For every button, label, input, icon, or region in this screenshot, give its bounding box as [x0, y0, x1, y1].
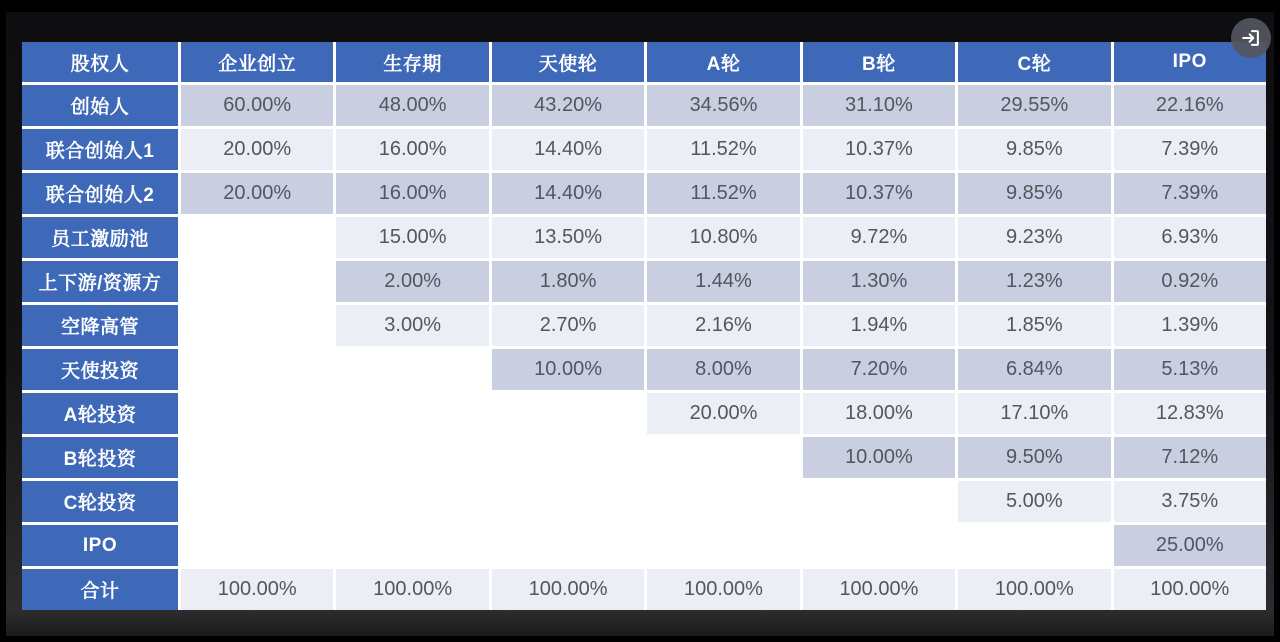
table-cell: 25.00%: [1114, 525, 1266, 566]
row-label: A轮投资: [22, 393, 178, 434]
row-label: 合计: [22, 569, 178, 610]
table-cell: 9.23%: [958, 217, 1110, 258]
column-header: B轮: [803, 42, 955, 82]
table-cell: 5.13%: [1114, 349, 1266, 390]
table-cell-empty: [803, 481, 955, 522]
table-cell: 7.12%: [1114, 437, 1266, 478]
table-cell: 100.00%: [958, 569, 1110, 610]
row-label: 天使投资: [22, 349, 178, 390]
row-label: 上下游/资源方: [22, 261, 178, 302]
table-cell: 16.00%: [336, 129, 488, 170]
column-header: 生存期: [336, 42, 488, 82]
table-cell: 1.30%: [803, 261, 955, 302]
column-header: 企业创立: [181, 42, 333, 82]
table-cell: 11.52%: [647, 173, 799, 214]
table-cell: 10.80%: [647, 217, 799, 258]
table-cell-empty: [336, 393, 488, 434]
row-label: C轮投资: [22, 481, 178, 522]
table-cell-empty: [803, 525, 955, 566]
table-cell: 31.10%: [803, 85, 955, 126]
table-cell: 5.00%: [958, 481, 1110, 522]
column-header: IPO: [1114, 42, 1266, 82]
table-cell: 6.84%: [958, 349, 1110, 390]
table-cell-empty: [181, 349, 333, 390]
table-cell-empty: [181, 525, 333, 566]
table-cell: 7.39%: [1114, 129, 1266, 170]
table-cell: 14.40%: [492, 173, 644, 214]
table-cell: 2.00%: [336, 261, 488, 302]
table-cell: 1.85%: [958, 305, 1110, 346]
table-cell: 7.20%: [803, 349, 955, 390]
row-label: 联合创始人2: [22, 173, 178, 214]
table-cell: 100.00%: [492, 569, 644, 610]
table-cell: 22.16%: [1114, 85, 1266, 126]
table-cell: 34.56%: [647, 85, 799, 126]
table-cell: 20.00%: [647, 393, 799, 434]
table-cell: 10.00%: [803, 437, 955, 478]
table-cell: 13.50%: [492, 217, 644, 258]
table-cell-empty: [647, 481, 799, 522]
table-cell: 48.00%: [336, 85, 488, 126]
column-header: 天使轮: [492, 42, 644, 82]
table-cell: 1.44%: [647, 261, 799, 302]
table-cell: 1.23%: [958, 261, 1110, 302]
table-cell: 18.00%: [803, 393, 955, 434]
table-cell: 14.40%: [492, 129, 644, 170]
table-cell-empty: [181, 261, 333, 302]
table-cell: 20.00%: [181, 129, 333, 170]
table-cell: 100.00%: [1114, 569, 1266, 610]
equity-dilution-table: [22, 42, 1266, 610]
table-cell-empty: [336, 437, 488, 478]
table-cell: 3.75%: [1114, 481, 1266, 522]
table-cell-empty: [181, 217, 333, 258]
table-cell: 8.00%: [647, 349, 799, 390]
table-cell: 9.85%: [958, 173, 1110, 214]
row-label: IPO: [22, 525, 178, 566]
table-cell-empty: [492, 437, 644, 478]
table-cell-empty: [336, 481, 488, 522]
row-label: 员工激励池: [22, 217, 178, 258]
table-cell: 3.00%: [336, 305, 488, 346]
table-cell: 43.20%: [492, 85, 644, 126]
table-cell: 6.93%: [1114, 217, 1266, 258]
table-cell: 1.94%: [803, 305, 955, 346]
table-cell-empty: [958, 525, 1110, 566]
table-cell: 9.50%: [958, 437, 1110, 478]
table-cell: 17.10%: [958, 393, 1110, 434]
table-cell: 100.00%: [803, 569, 955, 610]
table-cell-empty: [336, 349, 488, 390]
table-cell: 10.00%: [492, 349, 644, 390]
arrow-into-bracket-icon: [1240, 27, 1262, 49]
table-cell: 2.16%: [647, 305, 799, 346]
table-cell-empty: [336, 525, 488, 566]
table-cell: 12.83%: [1114, 393, 1266, 434]
row-label: 联合创始人1: [22, 129, 178, 170]
table-cell: 20.00%: [181, 173, 333, 214]
table-cell: 9.72%: [803, 217, 955, 258]
row-label: 空降高管: [22, 305, 178, 346]
table-cell: 11.52%: [647, 129, 799, 170]
table-cell: 100.00%: [336, 569, 488, 610]
table-cell-empty: [181, 437, 333, 478]
column-header: C轮: [958, 42, 1110, 82]
table-cell-empty: [181, 393, 333, 434]
column-header: A轮: [647, 42, 799, 82]
table-cell: 10.37%: [803, 129, 955, 170]
table-cell: 29.55%: [958, 85, 1110, 126]
table-cell: 1.80%: [492, 261, 644, 302]
table-cell: 7.39%: [1114, 173, 1266, 214]
table-cell: 9.85%: [958, 129, 1110, 170]
table-cell: 10.37%: [803, 173, 955, 214]
table-cell-empty: [647, 437, 799, 478]
table-cell: 60.00%: [181, 85, 333, 126]
table-cell-empty: [492, 393, 644, 434]
table-cell-empty: [492, 525, 644, 566]
column-header-shareholder: 股权人: [22, 42, 178, 82]
table-cell: 100.00%: [181, 569, 333, 610]
row-label: B轮投资: [22, 437, 178, 478]
table-cell: 2.70%: [492, 305, 644, 346]
table-cell: 16.00%: [336, 173, 488, 214]
table-cell: 0.92%: [1114, 261, 1266, 302]
table-cell: 1.39%: [1114, 305, 1266, 346]
table-cell: 100.00%: [647, 569, 799, 610]
table-cell-empty: [181, 305, 333, 346]
table-cell-empty: [492, 481, 644, 522]
row-label: 创始人: [22, 85, 178, 126]
table-cell-empty: [181, 481, 333, 522]
table-cell: 15.00%: [336, 217, 488, 258]
table-cell-empty: [647, 525, 799, 566]
exit-enter-screen-button[interactable]: [1231, 18, 1271, 58]
